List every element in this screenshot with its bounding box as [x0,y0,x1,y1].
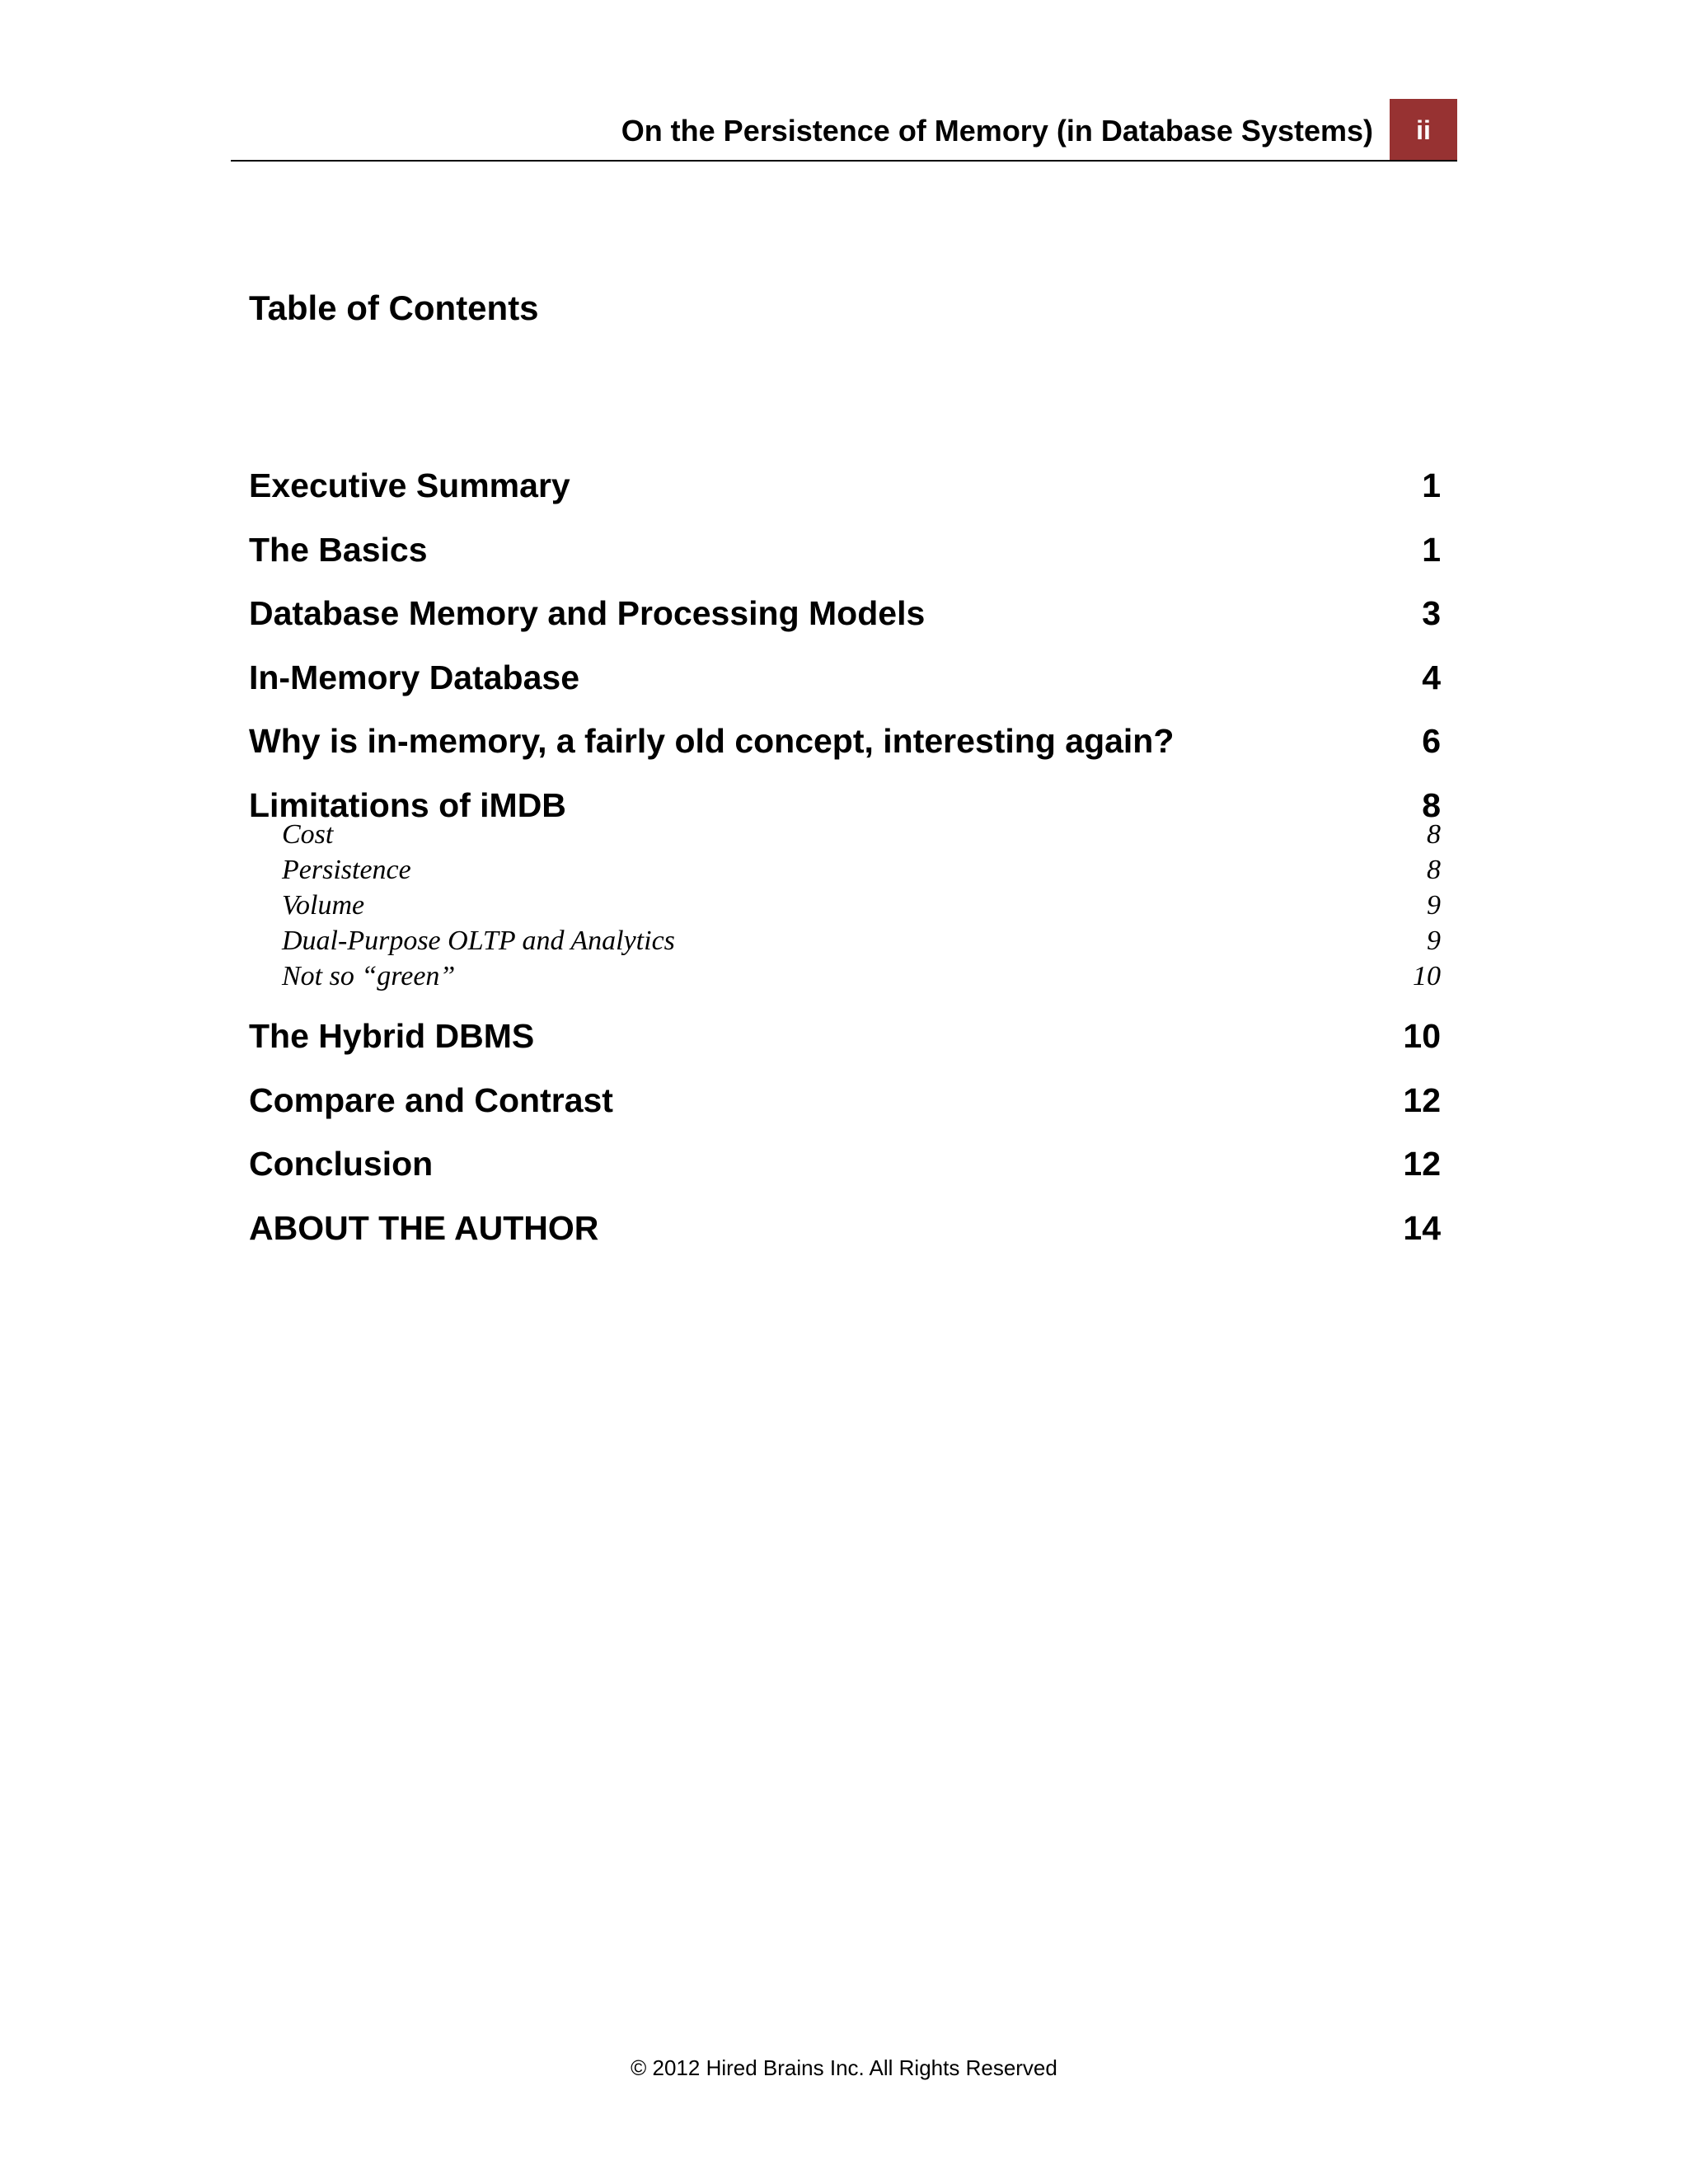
page-number-badge: ii [1390,99,1457,162]
toc-subentry-dual-purpose[interactable] [249,923,1441,958]
toc-entry-page: 10 [1403,1017,1441,1055]
toc-entry-page: 14 [1403,1208,1441,1247]
toc-entry-page: 12 [1403,1080,1441,1119]
header-rule [231,160,1457,162]
toc-entry-in-memory-database[interactable] [249,654,1441,718]
toc-entry-label: Executive Summary [249,466,570,504]
toc-entry-about-author[interactable] [249,1204,1441,1268]
table-of-contents [249,462,1441,1268]
toc-entry-label: Conclusion [249,1145,434,1183]
toc-entry-label: Why is in-memory, a fairly old concept, interesting again? [249,722,1175,760]
toc-entry-page: 1 [1422,530,1441,569]
toc-subentry-label: Cost [282,819,334,850]
toc-subentry-page: 8 [1427,855,1441,885]
toc-subentry-persistence[interactable] [249,852,1441,888]
page-header [231,99,1457,162]
toc-entry-executive-summary[interactable] [249,462,1441,526]
toc-subentry-not-so-green[interactable] [249,958,1441,994]
toc-subentries [249,817,1441,994]
toc-entry-page: 12 [1403,1145,1441,1183]
toc-entry-page: 3 [1422,594,1441,632]
toc-subentry-label: Dual-Purpose OLTP and Analytics [282,926,675,956]
toc-entry-label: Database Memory and Processing Models [249,594,926,632]
toc-subentry-page: 10 [1413,961,1441,991]
toc-entry-hybrid-dbms[interactable] [249,1012,1441,1076]
toc-subentry-label: Volume [282,890,365,921]
toc-entry-label: In-Memory Database [249,658,580,696]
toc-entry-label: Limitations of iMDB [249,785,566,824]
toc-subentry-label: Persistence [282,855,411,885]
toc-entry-the-basics[interactable] [249,526,1441,590]
toc-entry-page: 4 [1422,658,1441,696]
toc-entry-page: 8 [1422,785,1441,824]
toc-entry-why-in-memory[interactable] [249,717,1441,781]
toc-entry-label: The Basics [249,530,428,569]
toc-entry-compare-contrast[interactable] [249,1076,1441,1141]
toc-heading: Table of Contents [249,288,539,327]
toc-entry-page: 6 [1422,722,1441,760]
toc-entry-label: Compare and Contrast [249,1080,613,1119]
toc-entry-label: ABOUT THE AUTHOR [249,1208,599,1247]
copyright-footer: © 2012 Hired Brains Inc. All Rights Reserved [631,2055,1057,2080]
toc-entry-label: The Hybrid DBMS [249,1017,535,1055]
toc-entry-conclusion[interactable] [249,1140,1441,1204]
toc-subentry-page: 9 [1427,890,1441,921]
toc-subentry-page: 9 [1427,926,1441,956]
toc-subentry-page: 8 [1427,819,1441,850]
document-title: On the Persistence of Memory (in Database Systems) [621,114,1373,148]
toc-entry-database-memory-models[interactable] [249,589,1441,654]
toc-subentry-volume[interactable] [249,888,1441,923]
toc-entry-page: 1 [1422,466,1441,504]
toc-subentry-label: Not so “green” [282,961,456,991]
